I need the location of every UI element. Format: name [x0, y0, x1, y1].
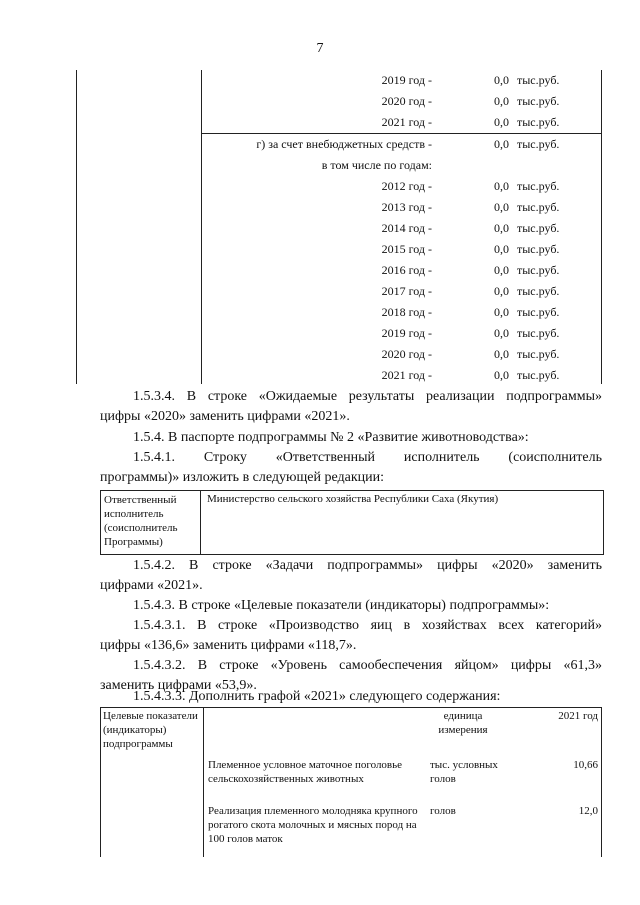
table-border-top: [100, 707, 602, 708]
extrabudget-row: [76, 134, 602, 154]
year-label: 2020 год -: [381, 94, 432, 108]
indicator-name: Реализация племенного молодняка крупного рогатого скота молочных и мясных пород на 100 голов маток: [208, 805, 418, 845]
indicator-name: Племенное условное маточное поголовье сельскохозяйственных животных: [208, 759, 403, 785]
indicator-unit: тыс. условных голов: [430, 759, 498, 785]
financing-row: [76, 323, 602, 343]
financing-row: [76, 239, 602, 259]
table-column-divider: [203, 707, 204, 857]
unit: тыс.руб.: [517, 73, 560, 87]
financing-row: [76, 176, 602, 196]
indicator-unit: голов: [430, 805, 456, 817]
paragraph-15433: 1.5.4.3.3. Дополнить графой «2021» следующего содержания:: [133, 689, 501, 704]
paragraph-15432-line2: заменить цифрами «53,9».: [100, 678, 257, 693]
financing-row: [76, 197, 602, 217]
extrabudget-label: г) за счет внебюджетных средств -: [256, 137, 432, 151]
amount: 0,0: [494, 284, 509, 298]
financing-row: [76, 302, 602, 322]
year-label: 2014 год -: [381, 221, 432, 235]
amount: 0,0: [494, 305, 509, 319]
year-label: 2016 год -: [381, 263, 432, 277]
unit: тыс.руб.: [517, 284, 560, 298]
paragraph-1541-line2: программы)» изложить в следующей редакции:: [100, 470, 385, 485]
paragraph-1543: 1.5.4.3. В строке «Целевые показатели (индикаторы) подпрограммы»:: [133, 598, 550, 613]
financing-row: [76, 365, 602, 385]
unit: тыс.руб.: [517, 179, 560, 193]
year-column-header: 2021 год: [558, 710, 598, 722]
paragraph-1541-line1: 1.5.4.1. Строку «Ответственный исполнитель (соисполнитель: [133, 450, 602, 465]
amount: 0,0: [494, 326, 509, 340]
responsible-executor-table: [100, 490, 604, 555]
unit: тыс.руб.: [517, 137, 560, 151]
amount: 0,0: [494, 347, 509, 361]
unit: тыс.руб.: [517, 305, 560, 319]
unit: тыс.руб.: [517, 242, 560, 256]
amount: 0,0: [494, 368, 509, 382]
unit-column-header: единица измерения: [438, 710, 488, 736]
financing-row: [76, 91, 602, 111]
table-border-right: [601, 707, 602, 857]
financing-row: [76, 218, 602, 238]
year-label: 2017 год -: [381, 284, 432, 298]
unit: тыс.руб.: [517, 115, 560, 129]
paragraph-154: 1.5.4. В паспорте подпрограммы № 2 «Развитие животноводства»:: [133, 430, 529, 445]
paragraph-1534-line2: цифры «2020» заменить цифрами «2021».: [100, 409, 350, 424]
paragraph-1542-line1: 1.5.4.2. В строке «Задачи подпрограммы» цифры «2020» заменить: [133, 558, 602, 573]
paragraph-15431-line2: цифры «136,6» заменить цифрами «118,7».: [100, 638, 357, 653]
paragraph-1534-line1: 1.5.3.4. В строке «Ожидаемые результаты реализации подпрограммы»: [133, 389, 602, 404]
financing-table: [76, 70, 602, 384]
year-label: 2021 год -: [381, 115, 432, 129]
amount: 0,0: [494, 200, 509, 214]
table-border-left: [100, 707, 101, 857]
amount: 0,0: [494, 263, 509, 277]
indicator-value: 12,0: [578, 805, 598, 817]
financing-row: [76, 260, 602, 280]
unit: тыс.руб.: [517, 263, 560, 277]
paragraph-15431-line1: 1.5.4.3.1. В строке «Производство яиц в хозяйствах всех категорий»: [133, 618, 602, 633]
unit: тыс.руб.: [517, 347, 560, 361]
amount: 0,0: [494, 179, 509, 193]
responsible-value-cell: Министерство сельского хозяйства Республики Саха (Якутия): [207, 493, 499, 505]
amount: 0,0: [494, 137, 509, 151]
year-label: 2012 год -: [381, 179, 432, 193]
year-label: 2020 год -: [381, 347, 432, 361]
financing-row: [76, 344, 602, 364]
year-label: 2013 год -: [381, 200, 432, 214]
unit: тыс.руб.: [517, 368, 560, 382]
financing-row: [76, 281, 602, 301]
year-label: 2015 год -: [381, 242, 432, 256]
unit: тыс.руб.: [517, 326, 560, 340]
indicator-value: 10,66: [573, 759, 598, 771]
unit: тыс.руб.: [517, 94, 560, 108]
amount: 0,0: [494, 115, 509, 129]
amount: 0,0: [494, 73, 509, 87]
paragraph-15432-line1: 1.5.4.3.2. В строке «Уровень самообеспечения яйцом» цифры «61,3»: [133, 658, 602, 673]
paragraph-1542-line2: цифрами «2021».: [100, 578, 203, 593]
responsible-header-cell: Ответственный исполнитель (соисполнитель Программы): [101, 491, 201, 554]
year-label: 2021 год -: [381, 368, 432, 382]
indicators-row-header: Целевые показатели (индикаторы) подпрограммы: [103, 710, 198, 750]
year-label: 2018 год -: [381, 305, 432, 319]
by-years-row: [76, 155, 602, 175]
indicators-table: [100, 707, 602, 857]
amount: 0,0: [494, 242, 509, 256]
page-number: 7: [316, 41, 324, 56]
financing-row: [76, 70, 602, 90]
year-label: 2019 год -: [381, 73, 432, 87]
by-years-label: в том числе по годам:: [321, 158, 432, 172]
amount: 0,0: [494, 94, 509, 108]
financing-row: [76, 112, 602, 132]
amount: 0,0: [494, 221, 509, 235]
unit: тыс.руб.: [517, 200, 560, 214]
unit: тыс.руб.: [517, 221, 560, 235]
year-label: 2019 год -: [381, 326, 432, 340]
